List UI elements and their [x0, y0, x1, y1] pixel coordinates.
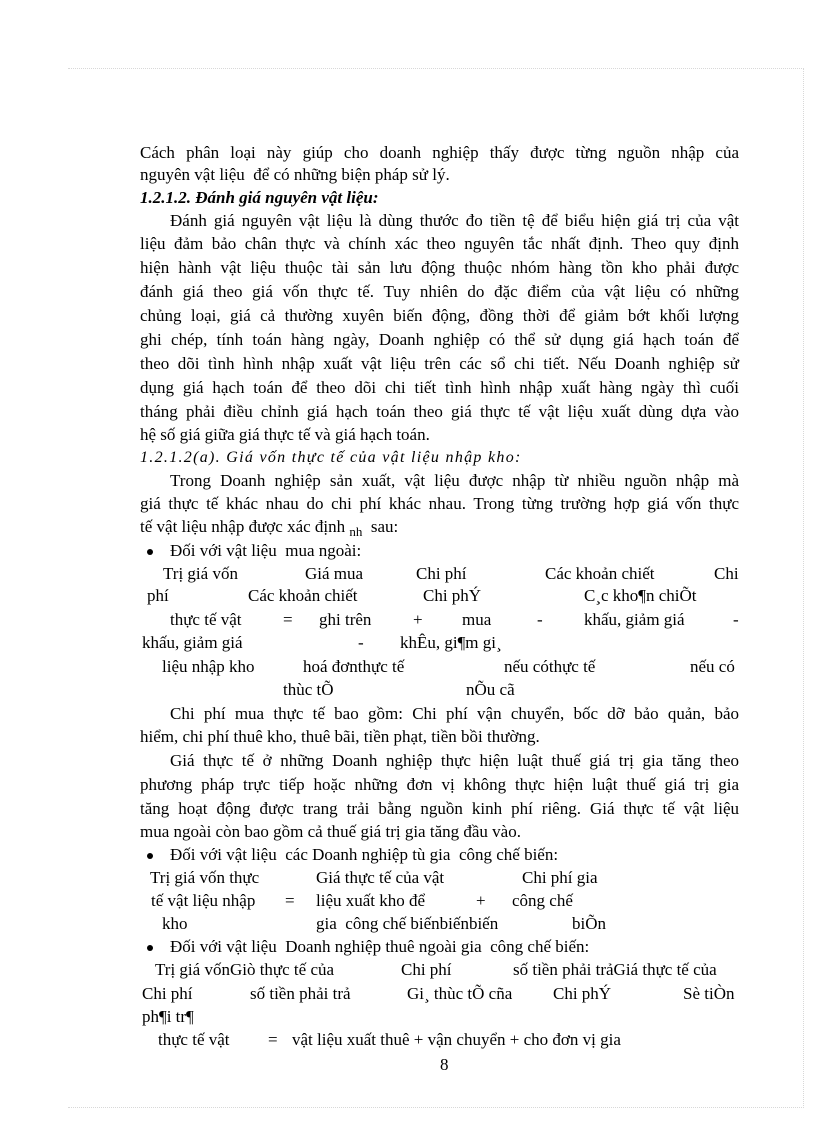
paragraph-line: tế vật liệu nhập được xác định $_{nh}$ sau: [140, 517, 399, 539]
paragraph-line: mua ngoài còn bao gồm cả thuế giá trị gia tăng đầu vào. [140, 822, 521, 841]
formula-cell: phí [147, 586, 169, 605]
formula-cell: khấu, giảm giá [142, 633, 243, 652]
paragraph-line: hệ số giá giữa giá thực tế và giá hạch toán. [140, 425, 430, 444]
formula-cell: - [358, 633, 364, 652]
formula-cell: Chi phÝ [423, 586, 482, 605]
formula-cell: công chế [512, 891, 573, 910]
formula-cell: Chi phÝ [553, 984, 612, 1003]
formula-cell: Chi phí [416, 564, 467, 583]
formula-cell: Các khoản chiết [248, 586, 358, 605]
formula-cell: Các khoản chiết [545, 564, 655, 583]
bullet-text: Đối với vật liệu mua ngoài: [170, 541, 362, 560]
formula-cell: khấu, giảm giá [584, 610, 685, 629]
formula-cell: = [283, 610, 293, 629]
bullet-text: Đối với vật liệu các Doanh nghiệp tù gia công chế biến: [170, 845, 559, 864]
paragraph-line: Giá thực tế ở những Doanh nghiệp thực hiện luật thuế giá trị gia tăng theo [170, 751, 739, 770]
formula-cell: Chi phí [142, 984, 193, 1003]
paragraph-line: Chi phí mua thực tế bao gồm: Chi phí vận chuyển, bốc dỡ bảo quản, bảo [170, 704, 739, 723]
formula-cell: kho [162, 914, 188, 933]
paragraph-line: chủng loại, giá cả thường xuyên biến động, đồng thời để giảm bớt khối lượng [140, 306, 739, 325]
formula-cell: liệu xuất kho để [316, 891, 426, 910]
formula-cell: Trị giá vốnGiò thực tế của [155, 960, 335, 979]
paragraph-line: hiện hành vật liệu thuộc tài sản lưu động thuộc nhóm hàng tồn kho phải được [140, 258, 739, 277]
formula-cell: tế vật liệu nhập [151, 891, 256, 910]
bullet-icon [147, 945, 153, 951]
formula-cell: thực tế vật [158, 1030, 230, 1049]
formula-cell: Chi phí [401, 960, 452, 979]
formula-cell: Gi¸ thùc tÕ cña [407, 984, 513, 1003]
formula-cell: - [733, 610, 739, 629]
formula-cell: Chi [714, 564, 739, 583]
formula-cell: số tiền phải trảGiá thực tế của [513, 960, 717, 979]
formula-cell: ph¶i tr¶ [142, 1007, 194, 1026]
formula-cell: - [537, 610, 543, 629]
paragraph-line: ghi chép, tính toán hàng ngày, Doanh nghiệp có thể sử dụng giá hạch toán để [140, 330, 739, 349]
paragraph-line: tháng phải điều chỉnh giá hạch toán theo giá thực tế vật liệu xuất dùng dựa vào [140, 402, 739, 421]
formula-cell: = [285, 891, 295, 910]
paragraph-line: hiểm, chi phí thuê kho, thuê bãi, tiền phạt, tiền bồi thường. [140, 727, 540, 746]
formula-cell: liệu nhập kho [162, 657, 255, 676]
formula-cell: = [268, 1030, 278, 1049]
bullet-icon [147, 853, 153, 859]
page-number: 8 [440, 1055, 449, 1074]
paragraph-line: dụng giá hạch toán để theo dõi chi tiết tình hình nhập xuất hàng ngày thì cuối [140, 378, 739, 397]
formula-cell: mua [462, 610, 492, 629]
formula-cell: Giá thực tế của vật [316, 868, 445, 887]
section-heading: 1.2.1.2. Đánh giá nguyên vật liệu: [140, 188, 379, 207]
formula-cell: hoá đơnthực tế [303, 657, 405, 676]
paragraph-line: đánh giá theo giá vốn thực tế. Tuy nhiên do đặc điểm của vật liệu có những [140, 282, 739, 301]
paragraph-line: liệu đảm bảo chân thực và chính xác theo nguyên tắc nhất định. Theo quy định [140, 234, 739, 253]
formula-cell: Trị giá vốn thực [150, 868, 260, 887]
formula-cell: C¸c kho¶n chiÕt [584, 586, 697, 605]
formula-cell: gia công chế biếnbiếnbiến [316, 914, 499, 933]
formula-cell: + [413, 610, 423, 629]
formula-cell: khÊu, gi¶m gi¸ [400, 633, 502, 652]
paragraph-line: nguyên vật liệu để có những biện pháp sử lý. [140, 165, 450, 184]
paragraph-line: Đánh giá nguyên vật liệu là dùng thước đo tiền tệ để biểu hiện giá trị của vật [170, 211, 739, 230]
paragraph-line: phương pháp trực tiếp hoặc những đơn vị không thực hiện luật thuế giá trị gia [140, 775, 739, 794]
formula-cell: thùc tÕ [283, 680, 334, 699]
bullet-icon [147, 549, 153, 555]
formula-cell: + [476, 891, 486, 910]
paragraph-line: Trong Doanh nghiệp sản xuất, vật liệu được nhập từ nhiều nguồn nhập mà [170, 471, 739, 490]
formula-cell: nếu cóthực tế [504, 657, 596, 676]
formula-cell: nÕu cã [466, 680, 515, 699]
formula-cell: Trị giá vốn [163, 564, 238, 583]
formula-cell: thực tế vật [170, 610, 242, 629]
subsection-heading: 1.2.1.2(a). Giá vốn thực tế của vật liệu nhập kho: [140, 449, 522, 466]
formula-cell: số tiền phải trả [250, 984, 351, 1003]
formula-cell: nếu có [690, 657, 735, 676]
paragraph-line: tăng hoạt động được trang trải bằng nguồn kinh phí riêng. Giá thực tế vật liệu [140, 799, 739, 818]
formula-cell: biÕn [572, 914, 606, 933]
formula-cell: Sè tiÒn [683, 984, 735, 1003]
paragraph-line: Cách phân loại này giúp cho doanh nghiệp thấy được từng nguồn nhập của [140, 143, 739, 162]
paragraph-line: theo dõi tình hình nhập xuất vật liệu trên các sổ chi tiết. Nếu Doanh nghiệp sử [140, 354, 739, 373]
formula-cell: Giá mua [305, 564, 364, 583]
formula-cell: ghi trên [319, 610, 372, 629]
formula-cell: Chi phí gia [522, 868, 598, 887]
paragraph-line: giá thực tế khác nhau do chi phí khác nhau. Trong từng trường hợp giá vốn thực [140, 494, 739, 513]
formula-cell: vật liệu xuất thuê + vận chuyển + cho đơn vị gia [292, 1030, 621, 1049]
bullet-text: Đối với vật liệu Doanh nghiệp thuê ngoài gia công chế biến: [170, 937, 590, 956]
